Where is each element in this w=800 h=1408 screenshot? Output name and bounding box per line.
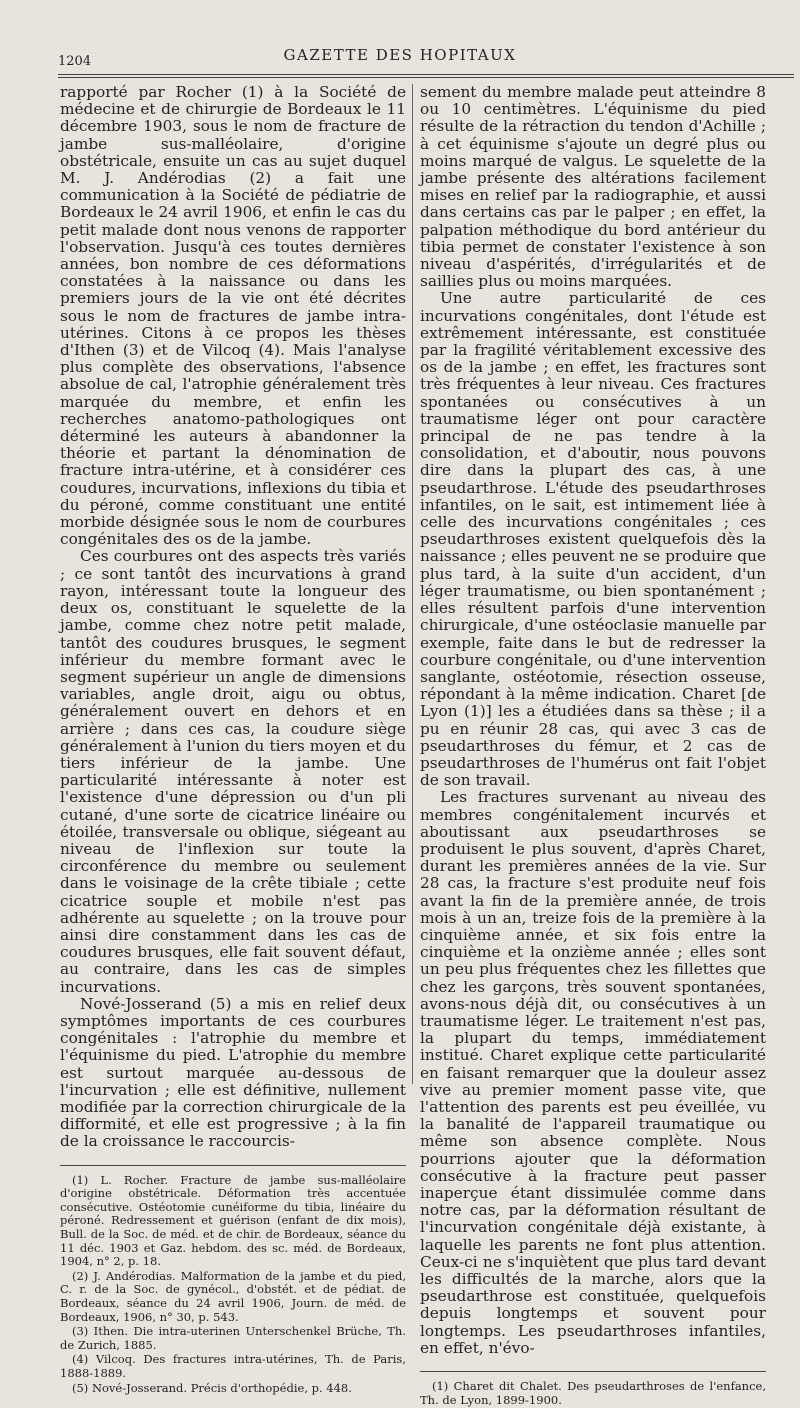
footnote: (1) Charet dit Chalet. Des pseudarthroses de l'enfance, Th. de Lyon, 1899-1900. <box>420 1379 766 1407</box>
paragraph: sement du membre malade peut atteindre 8 ou 10 centimètres. L'équinisme du pied résulte de la rétraction du tendon d'Achille ; à cet équinisme s'ajoute un degré plus ou moins marqué de valgus. Le squelette de la jambe présente des altérations facilement mises en relief par la radiographie, et aussi dans certains cas par le palper ; en effet, la palpation méthodique du bord antérieur du tibia permet de constater l'existence à son niveau d'aspérités, d'irrégularités et de saillies plus ou moins marquées. <box>420 83 766 291</box>
paragraph: Une autre particularité de ces incurvations congénitales, dont l'étude est extrêmement intéressante, est constituée par la fragilité véritablement excessive des os de la jambe ; en effet, les fractures sont très fréquentes à leur niveau. Ces fractures spontanées ou consécutives à un traumatisme léger ont pour caractère principal de ne pas tendre à la consolidation, et d'aboutir, nous pouvons dire dans la plupart des cas, à une pseudarthrose. L'étude des pseudarthroses infantiles, on le sait, est intimement liée à celle des incurvations congénitales ; ces pseudarthroses existent quelquefois dès la naissance ; elles peuvent ne se produire que plus tard, à la suite d'un accident, d'un léger traumatisme, ou bien spontanément ; elles résultent parfois d'une intervention chirurgicale, d'une ostéoclasie manuelle par exemple, faite dans le but de redresser la courbure congénitale, ou d'une intervention sanglante, ostéotomie, résection osseuse, répondant à la même indication. Charet [de Lyon (1)] les a étudiées dans sa thèse ; il a pu en réunir 28 cas, qui avec 3 cas de pseudarthroses du fémur, et 2 cas de pseudarthroses de l'humérus ont fait l'objet de son travail. <box>420 289 766 790</box>
left-column <box>60 84 406 1396</box>
header-rule <box>58 74 794 75</box>
footnotes <box>420 1371 766 1407</box>
footnotes <box>60 1165 406 1396</box>
paragraph: Nové-Josserand (5) a mis en relief deux symptômes importants de ces courbures congénitales : l'atrophie du membre et l'équinisme du pied. L'atrophie du membre est surtout marquée au-dessous de l'incurvation ; elle est définitive, nullement modifiée par la correction chirurgicale de la difformité, et elle est progressive ; à la fin de la croissance le raccourcis- <box>60 994 406 1151</box>
footnote: (3) Ithen. Die intra-uterinen Unterschenkel Brüche, Th. de Zurich, 1885. <box>60 1324 406 1352</box>
footnote: (5) Nové-Josserand. Précis d'orthopédie, p. 448. <box>72 1380 352 1395</box>
right-column <box>420 84 766 1408</box>
paragraph: Les fractures survenant au niveau des membres congénitalement incurvés et aboutissant aux pseudarthroses se produisent le plus souvent, d'après Charet, durant les premières années de la vie. Sur 28 cas, la fracture s'est produite neuf fois avant la fin de la première année, de trois mois à un an, treize fois de la première à la cinquième année, et six fois entre la cinquième et la onzième année ; elles sont un peu plus fréquentes chez les fillettes que chez les garçons, très souvent spontanées, avons-nous déjà dit, ou consécutives à un traumatisme léger. Le traitement n'est pas, la plupart du temps, immédiatement institué. Charet explique cette particularité en faisant remarquer que la douleur assez vive au premier moment passe vite, que l'attention des parents est peu éveillée, vu la banalité de l'appareil traumatique ou même son absence complète. Nous pourrions ajouter que la déformation consécutive à la fracture peut passer inaperçue étant dissimulée comme dans notre cas, par la déformation résultant de l'incurvation congénitale déjà existante, à laquelle les parents ne font plus attention. Ceux-ci ne s'inquiètent que plus tard devant les difficultés de la marche, alors que la pseudarthrose est constituée, quelquefois depuis longtemps et souvent pour longtemps. Les pseudarthroses infantiles, en effet, n'évo- <box>420 788 766 1357</box>
footnote: (4) Vilcoq. Des fractures intra-utérines, Th. de Paris, 1888-1889. <box>60 1352 406 1380</box>
paragraph: Ces courbures ont des aspects très variés ; ce sont tantôt des incurvations à grand rayon, intéressant toute la longueur des deux os, constituant le squelette de la jambe, comme chez notre petit malade, tantôt des coudures brusques, le segment inférieur du membre formant avec le segment supérieur un angle de dimensions variables, angle droit, aigu ou obtus, généralement ouvert en dehors et en arrière ; dans ces cas, la coudure siège généralement à l'union du tiers moyen et du tiers inférieur de la jambe. Une particularité intéressante à noter est l'existence d'une dépression ou d'un pli cutané, d'une sorte de cicatrice linéaire ou étoilée, transversale ou oblique, siégeant au niveau de l'inflexion sur toute la circonférence du membre ou seulement dans le voisinage de la crête tibiale ; cette cicatrice souple et mobile n'est pas adhérente au squelette ; on la trouve pour ainsi dire constamment dans les cas de coudures brusques, elle fait souvent défaut, au contraire, dans les cas de simples incurvations. <box>60 547 406 996</box>
footnote: (2) J. Andérodias. Malformation de la jambe et du pied, C. r. de la Soc. de gynécol., d'obstét. et de pédiat. de Bordeaux, séance du 24 avril 1906, Journ. de méd. de Bordeaux, 1906, n° 30, p. 543. <box>60 1268 406 1324</box>
column-divider <box>412 84 413 1084</box>
page-header <box>0 44 800 74</box>
page-number: 1204 <box>58 54 92 69</box>
footnote: (1) L. Rocher. Fracture de jambe sus-malléolaire d'origine obstétricale. Déformation très accentuée consécutive. Ostéotomie cunéiforme du tibia, linéaire du péroné. Redressement et guérison (enfant de dix mois), Bull. de la Soc. de méd. et de chir. de Bordeaux, séance du 11 déc. 1903 et Gaz. hebdom. des sc. méd. de Bordeaux, 1904, n° 2, p. 18. <box>60 1172 406 1269</box>
header-rule-double <box>58 77 794 78</box>
journal-title: GAZETTE DES HOPITAUX <box>283 46 517 64</box>
footnote-rule <box>420 1371 766 1372</box>
footnote-rule <box>60 1165 406 1166</box>
paragraph: rapporté par Rocher (1) à la Société de médecine et de chirurgie de Bordeaux le 11 décembre 1903, sous le nom de fracture de jambe sus-malléolaire, d'origine obstétricale, ensuite un cas au sujet duquel M. J. Andérodias (2) a fait une communication à la Société de pédiatrie de Bordeaux le 24 avril 1906, et enfin le cas du petit malade dont nous venons de rapporter l'observation. Jusqu'à ces toutes dernières années, bon nombre de ces déformations constatées à la naissance ou dans les premiers jours de la vie ont été décrites sous le nom de fractures de jambe intra-utérines. Citons à ce propos les thèses d'Ithen (3) et de Vilcoq (4). Mais l'analyse plus complète des observations, l'absence absolue de cal, l'atrophie généralement très marquée du membre, et enfin les recherches anatomo-pathologiques ont déterminé les auteurs à abandonner la théorie et partant la dénomination de fracture intra-utérine, et à considérer ces coudures, incurvations, inflexions du tibia et du péroné, comme constituant une entité morbide désignée sous le nom de courbures congénitales des os de la jambe. <box>60 83 406 549</box>
